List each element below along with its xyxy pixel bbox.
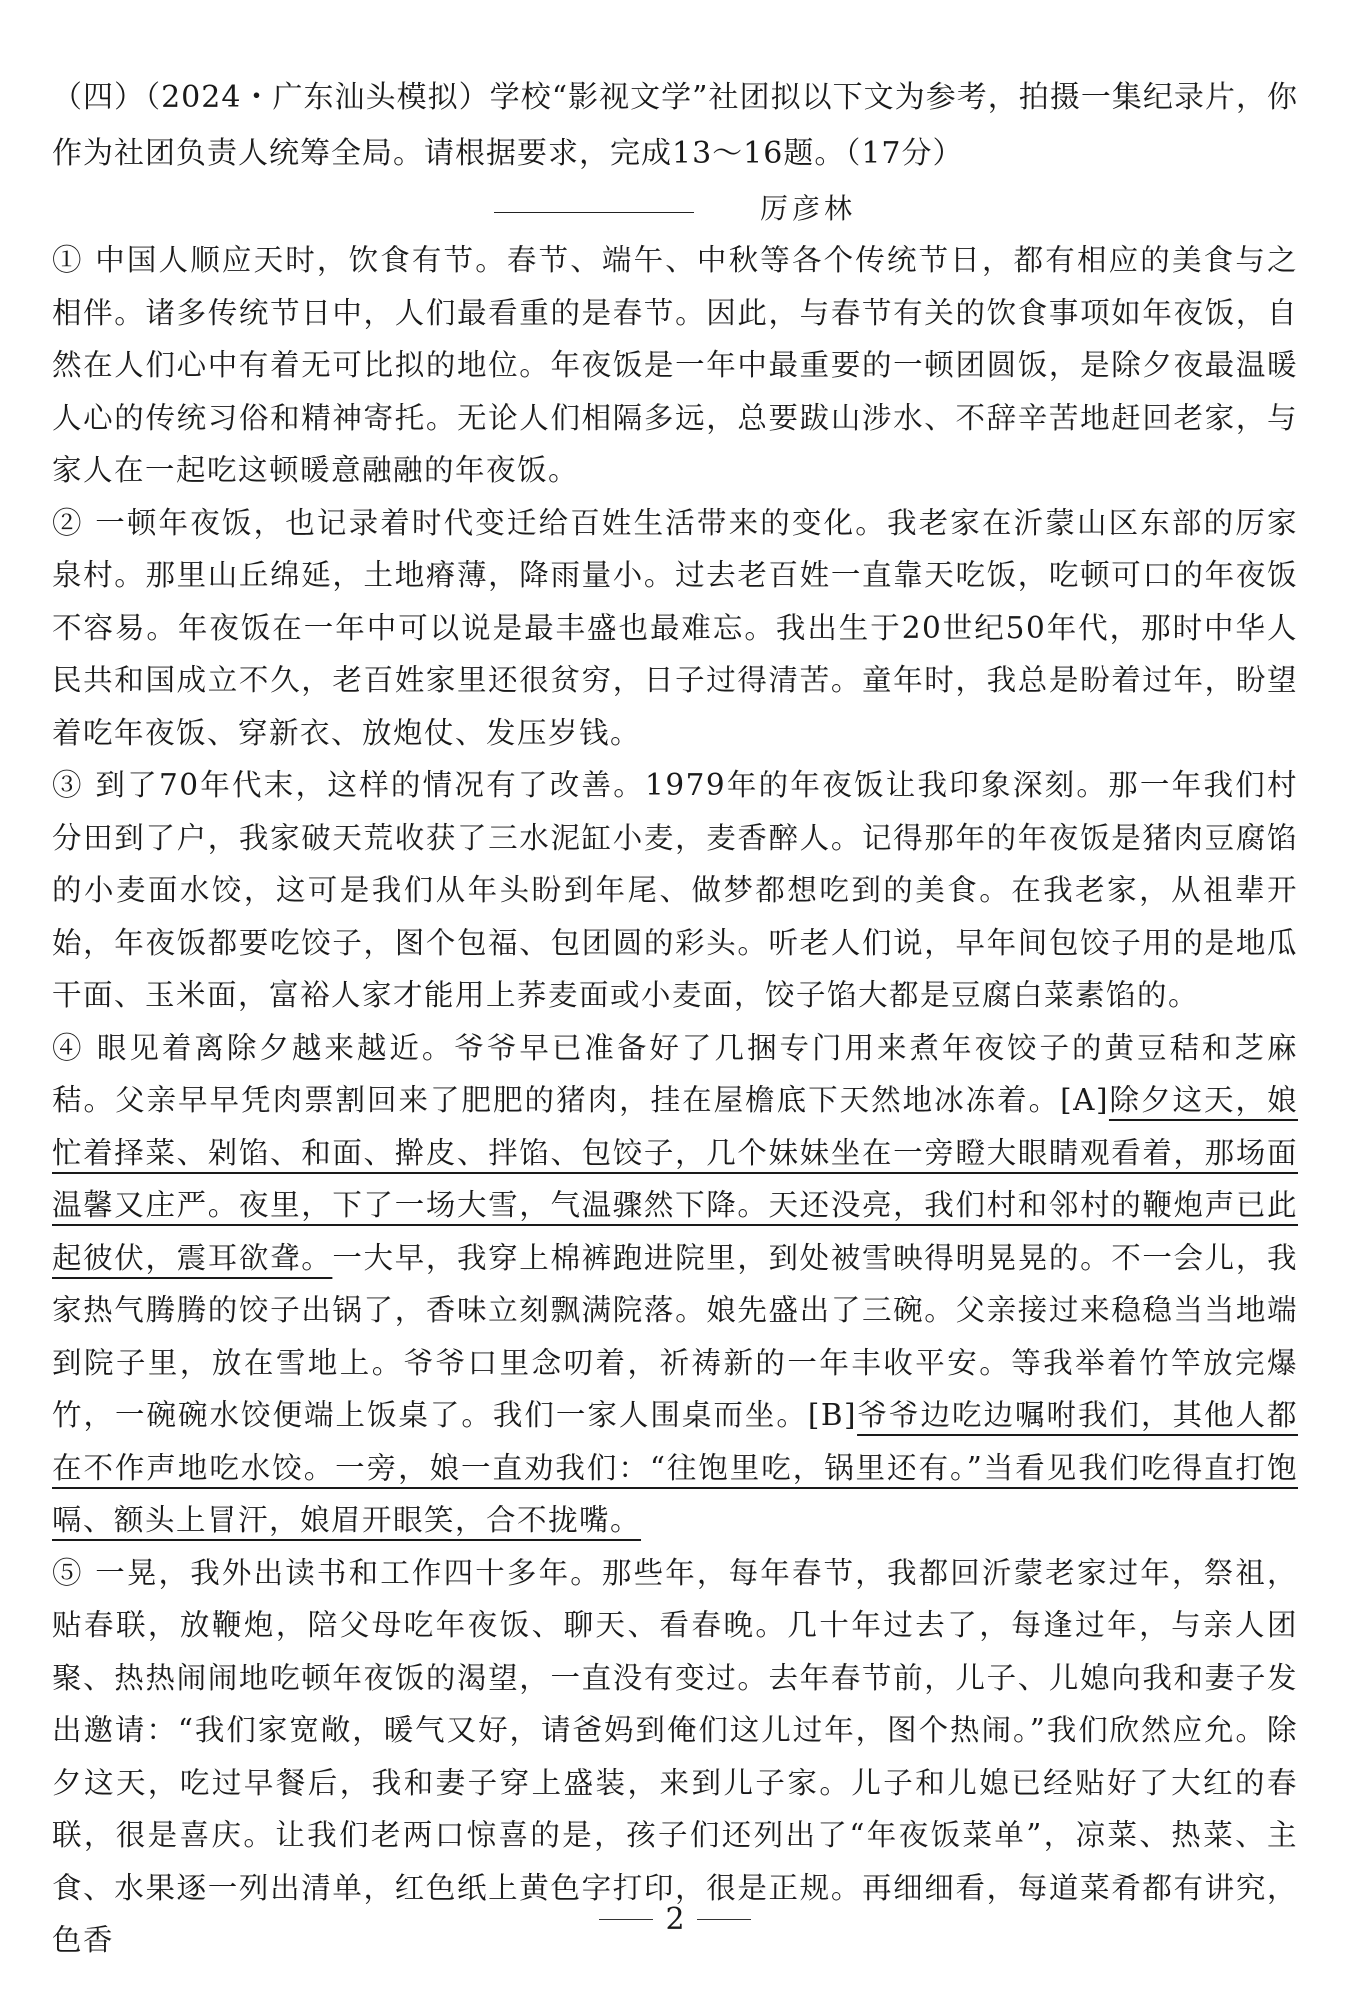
paragraph-3: ③ 到了70年代末，这样的情况有了改善。1979年的年夜饭让我印象深刻。那一年我们村分田到了户，我家破天荒收获了三水泥缸小麦，麦香醉人。记得那年的年夜饭是猪肉豆腐馅的小麦面水饺，这可是我们从年头盼到年尾、做梦都想吃到的美食。在我老家，从祖辈开始，年夜饭都要吃饺子，图个包福、包团圆的彩头。听老人们说，早年间包饺子用的是地瓜干面、玉米面，富裕人家才能用上荞麦面或小麦面，饺子馅大都是豆腐白菜素馅的。 [52,768,1298,1012]
paragraph-4-text-b: 一大早，我穿上棉裤跑进院里，到处被雪映得明晃晃的。不一会儿，我家热气腾腾的饺子出锅了，香味立刻飘满院落。娘先盛出了三碗。父亲接过来稳稳当当地端到院子里，放在雪地上。爷爷口里念叨着，祈祷新的一年丰收平安。等我举着竹竿放完爆竹，一碗碗水饺便端上饭桌了。我们一家人围桌而坐。[B] [52,1240,1298,1432]
paragraph-4-text-a: ④ 眼见着离除夕越来越近。爷爷早已准备好了几捆专门用来煮年夜饺子的黄豆秸和芝麻秸。父亲早早凭肉票割回来了肥肥的猪肉，挂在屋檐底下天然地冰冻着。[A] [52,1030,1298,1117]
question-intro: （四）（2024・广东汕头模拟）学校“影视文学”社团拟以下文为参考，拍摄一集纪录片，你作为社团负责人统筹全局。请根据要求，完成13～16题。（17分） [52,80,1298,171]
underlined-passage-b: 爷爷边吃边嘱咐我们，其他人都在不作声地吃水饺。一旁，娘一直劝我们：“往饱里吃，锅里还有。”当看见我们吃得直打饱嗝、额头上冒汗，娘眉开眼笑，合不拢嘴。 [52,1398,1298,1537]
paragraph-5: ⑤ 一晃，我外出读书和工作四十多年。那些年，每年春节，我都回沂蒙老家过年，祭祖，贴春联，放鞭炮，陪父母吃年夜饭、聊天、看春晚。几十年过去了，每逢过年，与亲人团聚、热热闹闹地吃顿年夜饭的渴望，一直没有变过。去年春节前，儿子、儿媳向我和妻子发出邀请：“我们家宽敞，暖气又好，请爸妈到俺们这儿过年，图个热闹。”我们欣然应允。除夕这天，吃过早餐后，我和妻子穿上盛装，来到儿子家。儿子和儿媳已经贴好了大红的春联，很是喜庆。让我们老两口惊喜的是，孩子们还列出了“年夜饭菜单”，凉菜、热菜、主食、水果逐一列出清单，红色纸上黄色字打印，很是正规。再细细看，每道菜肴都有讲究，色香 [52,1555,1298,1957]
footer-rule-right [697,1919,751,1920]
footer-rule-left [599,1919,653,1920]
paragraph-2: ② 一顿年夜饭，也记录着时代变迁给百姓生活带来的变化。我老家在沂蒙山区东部的厉家泉村。那里山丘绵延，土地瘠薄，降雨量小。过去老百姓一直靠天吃饭，吃顿可口的年夜饭不容易。年夜饭在一年中可以说是最丰盛也最难忘。我出生于20世纪50年代，那时中华人民共和国成立不久，老百姓家里还很贫穷，日子过得清苦。童年时，我总是盼着过年，盼望着吃年夜饭、穿新衣、放炮仗、发压岁钱。 [52,505,1298,750]
author: 厉彦林 [759,192,856,225]
paragraph-4 [52,1022,1298,1547]
paragraph-1: ① 中国人顺应天时，饮食有节。春节、端午、中秋等各个传统节日，都有相应的美食与之相伴。诸多传统节日中，人们最看重的是春节。因此，与春节有关的饮食事项如年夜饭，自然在人们心中有着无可比拟的地位。年夜饭是一年中最重要的一顿团圆饭，是除夕夜最温暖人心的传统习俗和精神寄托。无论人们相隔多远，总要跋山涉水、不辞辛苦地赶回老家，与家人在一起吃这顿暖意融融的年夜饭。 [52,243,1298,487]
title-line [52,182,1298,232]
title-blank [494,212,694,213]
underlined-passage-a: 除夕这天，娘忙着择菜、剁馅、和面、擀皮、拌馅、包饺子，几个妹妹坐在一旁瞪大眼睛观看着，那场面温馨又庄严。夜里，下了一场大雪，气温骤然下降。天还没亮，我们村和邻村的鞭炮声已此起彼伏，震耳欲聋。 [52,1083,1298,1275]
page-footer [0,1902,1350,1937]
page-number: 2 [665,1902,685,1937]
